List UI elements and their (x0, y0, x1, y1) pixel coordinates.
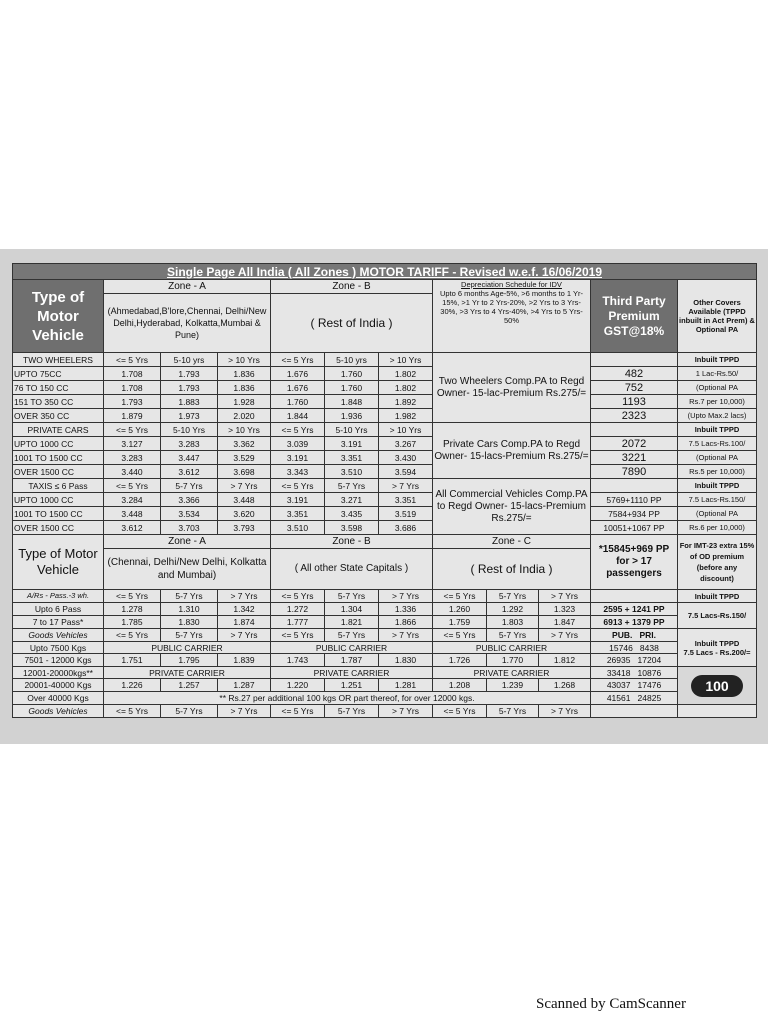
public-carrier-label: PUBLIC CARRIER (433, 642, 591, 654)
tp-blank (591, 353, 678, 367)
motor-tariff-table (12, 263, 757, 718)
private-carrier-label: PRIVATE CARRIER (433, 667, 591, 679)
rate-cell: 1.226 (104, 679, 161, 692)
age-5-7: 5-7 Yrs (325, 629, 379, 642)
pub-pri-value (591, 679, 678, 692)
third-party-premium: 752 (591, 381, 678, 395)
rate-cell: 1.866 (379, 616, 433, 629)
other-cover: 7.5 Lacs-Rs.150/ (678, 493, 757, 507)
rate-cell: 3.362 (218, 437, 271, 451)
rate-cell: 3.793 (218, 521, 271, 535)
rate-cell: 1.268 (539, 679, 591, 692)
rate-cell: 1.751 (104, 654, 161, 667)
rate-cell: 1.787 (325, 654, 379, 667)
age-le5: <= 5 Yrs (271, 353, 325, 367)
rate-cell: 1.708 (104, 367, 161, 381)
rate-cell: 1.251 (325, 679, 379, 692)
third-party-premium: 2595 + 1241 PP (591, 603, 678, 616)
age-le5: <= 5 Yrs (104, 590, 161, 603)
table-row (13, 642, 757, 654)
rate-cell: 3.191 (325, 437, 379, 451)
other-cover: 7.5 Lacs-Rs.100/ (678, 437, 757, 451)
section2-zone-a: Zone - A (104, 535, 271, 549)
rate-cell: 1.821 (325, 616, 379, 629)
third-party-header (591, 280, 678, 353)
rate-cell: 3.510 (325, 465, 379, 479)
pri-value: 17204 (637, 655, 662, 665)
age-5-10: 5-10 Yrs (161, 423, 218, 437)
rate-cell: 3.698 (218, 465, 271, 479)
zone-b-desc: ( Rest of India ) (271, 294, 433, 353)
age-le5: <= 5 Yrs (104, 629, 161, 642)
two-wheelers-label: TWO WHEELERS (13, 353, 104, 367)
rate-cell: 1.760 (271, 395, 325, 409)
rate-cell: 3.283 (104, 451, 161, 465)
age-5-7: 5-7 Yrs (487, 590, 539, 603)
rate-cell: 1.743 (271, 654, 325, 667)
age-5-7: 5-7 Yrs (487, 705, 539, 718)
pass-inbuilt: Inbuilt TPPD (678, 590, 757, 603)
row-label: Over 40000 Kgs (13, 692, 104, 705)
age-le5: <= 5 Yrs (271, 479, 325, 493)
rate-cell: 3.447 (161, 451, 218, 465)
taxis-label: TAXIS ≤ 6 Pass (13, 479, 104, 493)
table-row (13, 507, 757, 521)
rate-cell: 3.284 (104, 493, 161, 507)
age-gt7: > 7 Yrs (539, 705, 591, 718)
age-5-7: 5-7 Yrs (161, 479, 218, 493)
rate-cell: 3.267 (379, 437, 433, 451)
goods-cover (678, 629, 757, 667)
third-party-premium: 5769+1110 PP (591, 493, 678, 507)
other-cover: Rs.6 per 10,000) (678, 521, 757, 535)
rate-cell: 1.982 (379, 409, 433, 423)
age-le5: <= 5 Yrs (271, 590, 325, 603)
table-row (13, 616, 757, 629)
rate-cell: 1.839 (218, 654, 271, 667)
age-gt7: > 7 Yrs (379, 590, 433, 603)
rate-cell: 3.351 (379, 493, 433, 507)
taxis-inbuilt: Inbuilt TPPD (678, 479, 757, 493)
tariff-sheet (0, 249, 768, 744)
rate-cell: 1.770 (487, 654, 539, 667)
row-label: Upto 6 Pass (13, 603, 104, 616)
age-gt10: > 10 Yrs (379, 423, 433, 437)
row-label: 1001 TO 1500 CC (13, 451, 104, 465)
other-cover: Rs.5 per 10,000) (678, 465, 757, 479)
depreciation-text: Upto 6 months Age-5%, >6 months to 1 Yr-15%, >1 Yr to 2 Yrs-20%, >2 Yrs to 3 Yrs-30%, >3 Yrs to 4 Yrs-40%, >4 Yrs to 5 Yrs-50% (439, 289, 584, 325)
age-gt7: > 7 Yrs (379, 479, 433, 493)
age-gt7: > 7 Yrs (218, 479, 271, 493)
tp-blank (591, 705, 678, 718)
table-row (13, 367, 757, 381)
age-5-10: 5-10 yrs (325, 353, 379, 367)
goods2-label: Goods Vehicles (13, 705, 104, 718)
age-gt7: > 7 Yrs (379, 705, 433, 718)
age-le5: <= 5 Yrs (104, 353, 161, 367)
other-cover: (Optional PA (678, 381, 757, 395)
rate-cell: 1.793 (161, 381, 218, 395)
private-cars-age-row (13, 423, 757, 437)
rate-cell: 1.936 (325, 409, 379, 423)
rate-cell: 1.812 (539, 654, 591, 667)
rate-cell: 3.598 (325, 521, 379, 535)
age-5-10: 5-10 yrs (161, 353, 218, 367)
company-logo: 100 (691, 675, 743, 697)
age-gt10: > 10 Yrs (218, 353, 271, 367)
rate-cell: 3.351 (271, 507, 325, 521)
table-row (13, 381, 757, 395)
rate-cell: 1.793 (161, 367, 218, 381)
age-5-7: 5-7 Yrs (161, 629, 218, 642)
third-party-premium: 7584+934 PP (591, 507, 678, 521)
pub-pri-value (591, 654, 678, 667)
pub-pri-value (591, 642, 678, 654)
goods2-age-row (13, 705, 757, 718)
logo-cell (678, 667, 757, 705)
row-label: Upto 7500 Kgs (13, 642, 104, 654)
other-cover: (Upto Max.2 lacs) (678, 409, 757, 423)
pri-value: 8438 (639, 642, 659, 653)
rate-cell: 1.836 (218, 367, 271, 381)
rate-cell: 1.973 (161, 409, 218, 423)
row-label: 20001-40000 Kgs (13, 679, 104, 692)
table-row (13, 603, 757, 616)
age-gt7: > 7 Yrs (218, 705, 271, 718)
rate-cell: 3.594 (379, 465, 433, 479)
rate-cell: 1.239 (487, 679, 539, 692)
age-le5: <= 5 Yrs (104, 705, 161, 718)
row-label: OVER 1500 CC (13, 465, 104, 479)
age-le5: <= 5 Yrs (433, 629, 487, 642)
section2-zone-b-desc: ( All other State Capitals ) (271, 549, 433, 590)
age-le5: <= 5 Yrs (104, 479, 161, 493)
age-5-7: 5-7 Yrs (325, 590, 379, 603)
age-5-7: 5-7 Yrs (325, 479, 379, 493)
rate-cell: 1.281 (379, 679, 433, 692)
pri-value: 24825 (637, 693, 662, 703)
rate-cell: 3.510 (271, 521, 325, 535)
age-le5: <= 5 Yrs (104, 423, 161, 437)
rate-cell: 3.343 (271, 465, 325, 479)
rate-cell: 3.448 (218, 493, 271, 507)
type-of-vehicle-header: Type of Motor Vehicle (13, 280, 104, 353)
rate-cell: 3.612 (104, 521, 161, 535)
section2-zone-a-desc: (Chennai, Delhi/New Delhi, Kolkatta and Mumbai) (104, 549, 271, 590)
rate-cell: 1.336 (379, 603, 433, 616)
age-le5: <= 5 Yrs (433, 590, 487, 603)
rate-cell: 1.795 (161, 654, 218, 667)
section2-zone-b: Zone - B (271, 535, 433, 549)
goods-cover-text: 7.5 Lacs - Rs.200/= (683, 647, 751, 657)
age-le5: <= 5 Yrs (271, 423, 325, 437)
ar-label: A/Rs - Pass.-3 wh. (13, 590, 104, 603)
table-row (13, 679, 757, 692)
rate-cell: 3.703 (161, 521, 218, 535)
third-party-premium: 482 (591, 367, 678, 381)
rate-cell: 1.883 (161, 395, 218, 409)
public-carrier-label: PUBLIC CARRIER (271, 642, 433, 654)
two-wheelers-pa-note: Two Wheelers Comp.PA to Regd Owner- 15-lac-Premium Rs.275/= (433, 353, 591, 423)
table-row (13, 451, 757, 465)
rate-cell: 3.191 (271, 451, 325, 465)
rate-cell: 1.760 (325, 381, 379, 395)
taxis-age-row (13, 479, 757, 493)
row-label: 7 to 17 Pass* (13, 616, 104, 629)
other-cover: (Optional PA (678, 507, 757, 521)
pri-value: 17476 (637, 680, 662, 690)
rate-cell: 3.440 (104, 465, 161, 479)
rate-cell: 3.039 (271, 437, 325, 451)
extra-weight-note: ** Rs.27 per additional 100 kgs OR part thereof, for over 12000 kgs. (104, 692, 591, 705)
rate-cell: 3.127 (104, 437, 161, 451)
rate-cell: 3.519 (379, 507, 433, 521)
age-5-7: 5-7 Yrs (487, 629, 539, 642)
private-cars-inbuilt: Inbuilt TPPD (678, 423, 757, 437)
rate-cell: 1.272 (271, 603, 325, 616)
rate-cell: 1.323 (539, 603, 591, 616)
private-cars-pa-note: Private Cars Comp.PA to Regd Owner- 15-lacs-Premium Rs.275/= (433, 423, 591, 479)
table-row (13, 521, 757, 535)
rate-cell: 1.874 (218, 616, 271, 629)
age-le5: <= 5 Yrs (433, 705, 487, 718)
rate-cell: 3.283 (161, 437, 218, 451)
age-le5: <= 5 Yrs (271, 629, 325, 642)
age-5-7: 5-7 Yrs (161, 705, 218, 718)
pub-value: 41561 (606, 693, 631, 703)
other-cover: (Optional PA (678, 451, 757, 465)
third-party-premium: 3221 (591, 451, 678, 465)
goods-age-row (13, 629, 757, 642)
third-party-premium: 1193 (591, 395, 678, 409)
private-carrier-label: PRIVATE CARRIER (104, 667, 271, 679)
tp-blank (591, 590, 678, 603)
rate-cell: 1.304 (325, 603, 379, 616)
rate-cell: 1.342 (218, 603, 271, 616)
age-5-10: 5-10 Yrs (325, 423, 379, 437)
rate-cell: 1.802 (379, 381, 433, 395)
other-covers-header: Other Covers Available (TPPD inbuilt in Act Prem) & Optional PA (678, 280, 757, 353)
rate-cell: 3.430 (379, 451, 433, 465)
table-row (13, 692, 757, 705)
age-5-7: 5-7 Yrs (325, 705, 379, 718)
private-cars-label: PRIVATE CARS (13, 423, 104, 437)
table-row (13, 493, 757, 507)
commercial-pa-note: All Commercial Vehicles Comp.PA to Regd Owner- 15-lacs-Premium Rs.275/= (433, 479, 591, 535)
age-gt7: > 7 Yrs (218, 590, 271, 603)
age-gt7: > 7 Yrs (539, 590, 591, 603)
row-label: OVER 350 CC (13, 409, 104, 423)
section2-tp-note: *15845+969 PP for > 17 passengers (591, 535, 678, 590)
tariff-title: Single Page All India ( All Zones ) MOTOR TARIFF - Revised w.e.f. 16/06/2019 (13, 264, 757, 280)
pub-pri-value (591, 667, 678, 679)
table-row (13, 465, 757, 479)
row-label: 12001-20000kgs** (13, 667, 104, 679)
rate-cell: 1.785 (104, 616, 161, 629)
third-party-premium: 10051+1067 PP (591, 521, 678, 535)
pub-pri-header (591, 629, 678, 642)
other-cover: Rs.7 per 10,000) (678, 395, 757, 409)
rate-cell: 1.879 (104, 409, 161, 423)
section2-cover-note: For IMT-23 extra 15% of OD premium (before any discount) (678, 535, 757, 590)
rate-cell: 1.257 (161, 679, 218, 692)
rate-cell: 1.777 (271, 616, 325, 629)
cover-blank (678, 705, 757, 718)
section2-type-header: Type of Motor Vehicle (13, 535, 104, 590)
scanner-footer: Scanned by CamScanner (536, 996, 686, 1012)
ar-age-row (13, 590, 757, 603)
rate-cell: 1.676 (271, 367, 325, 381)
pub-value: 15746 (609, 642, 633, 653)
row-label: 151 TO 350 CC (13, 395, 104, 409)
goods-label: Goods Vehicles (13, 629, 104, 642)
two-wheelers-inbuilt: Inbuilt TPPD (678, 353, 757, 367)
rate-cell: 3.612 (161, 465, 218, 479)
rate-cell: 1.793 (104, 395, 161, 409)
public-carrier-label: PUBLIC CARRIER (104, 642, 271, 654)
rate-cell: 1.830 (379, 654, 433, 667)
gst-label: GST@18% (603, 323, 665, 338)
rate-cell: 1.847 (539, 616, 591, 629)
pass-cover: 7.5 Lacs-Rs.150/ (678, 603, 757, 629)
row-label: UPTO 75CC (13, 367, 104, 381)
pub-value: 43037 (606, 680, 631, 690)
rate-cell: 1.848 (325, 395, 379, 409)
rate-cell: 1.836 (218, 381, 271, 395)
table-row (13, 437, 757, 451)
age-gt7: > 7 Yrs (539, 629, 591, 642)
rate-cell: 1.928 (218, 395, 271, 409)
rate-cell: 1.208 (433, 679, 487, 692)
rate-cell: 1.708 (104, 381, 161, 395)
rate-cell: 1.830 (161, 616, 218, 629)
table-row (13, 395, 757, 409)
rate-cell: 1.278 (104, 603, 161, 616)
table-row (13, 667, 757, 679)
tp-blank (591, 423, 678, 437)
rate-cell: 1.676 (271, 381, 325, 395)
goods-inbuilt: Inbuilt TPPD (694, 638, 740, 648)
rate-cell: 3.620 (218, 507, 271, 521)
rate-cell: 1.220 (271, 679, 325, 692)
row-label: 7501 - 12000 Kgs (13, 654, 104, 667)
other-cover: 1 Lac-Rs.50/ (678, 367, 757, 381)
pub-value: 26935 (606, 655, 631, 665)
rate-cell: 3.435 (325, 507, 379, 521)
rate-cell: 1.726 (433, 654, 487, 667)
rate-cell: 1.802 (379, 367, 433, 381)
zone-a-cities: (Ahmedabad,B'lore,Chennai, Delhi/New Delhi,Hyderabad, Kolkatta,Mumbai & Pune) (104, 294, 271, 353)
pri-label: PRI. (639, 630, 656, 640)
rate-cell: 1.287 (218, 679, 271, 692)
third-party-premium: 7890 (591, 465, 678, 479)
age-gt10: > 10 Yrs (218, 423, 271, 437)
rate-cell: 1.760 (325, 367, 379, 381)
rate-cell: 1.310 (161, 603, 218, 616)
rate-cell: 3.351 (325, 451, 379, 465)
row-label: 76 TO 150 CC (13, 381, 104, 395)
two-wheelers-age-row (13, 353, 757, 367)
rate-cell: 1.844 (271, 409, 325, 423)
section2-zone-c: Zone - C (433, 535, 591, 549)
row-label: 1001 TO 1500 CC (13, 507, 104, 521)
zone-a-header: Zone - A (104, 280, 271, 294)
rate-cell: 3.448 (104, 507, 161, 521)
rate-cell: 3.271 (325, 493, 379, 507)
pri-value: 10876 (637, 667, 662, 678)
rate-cell: 3.366 (161, 493, 218, 507)
rate-cell: 3.191 (271, 493, 325, 507)
age-5-7: 5-7 Yrs (161, 590, 218, 603)
rate-cell: 2.020 (218, 409, 271, 423)
pub-label: PUB. (612, 630, 633, 640)
rate-cell: 1.292 (487, 603, 539, 616)
rate-cell: 1.803 (487, 616, 539, 629)
table-row (13, 409, 757, 423)
rate-cell: 1.759 (433, 616, 487, 629)
depreciation-title: Depreciation Schedule for IDV (461, 280, 562, 289)
row-label: UPTO 1000 CC (13, 493, 104, 507)
section2-zone-c-desc: ( Rest of India ) (433, 549, 591, 590)
rate-cell: 1.892 (379, 395, 433, 409)
third-party-premium: 6913 + 1379 PP (591, 616, 678, 629)
private-carrier-label: PRIVATE CARRIER (271, 667, 433, 679)
third-party-premium: 2072 (591, 437, 678, 451)
age-gt7: > 7 Yrs (218, 629, 271, 642)
zone-b-header: Zone - B (271, 280, 433, 294)
pub-value: 33418 (606, 667, 631, 678)
rate-cell: 3.529 (218, 451, 271, 465)
row-label: OVER 1500 CC (13, 521, 104, 535)
pub-pri-value (591, 692, 678, 705)
row-label: UPTO 1000 CC (13, 437, 104, 451)
age-gt7: > 7 Yrs (379, 629, 433, 642)
third-party-label: Third Party Premium (602, 293, 666, 323)
depreciation-schedule (433, 280, 591, 353)
rate-cell: 3.534 (161, 507, 218, 521)
age-gt10: > 10 Yrs (379, 353, 433, 367)
third-party-premium: 2323 (591, 409, 678, 423)
rate-cell: 3.686 (379, 521, 433, 535)
tp-blank (591, 479, 678, 493)
age-le5: <= 5 Yrs (271, 705, 325, 718)
table-row (13, 654, 757, 667)
rate-cell: 1.260 (433, 603, 487, 616)
